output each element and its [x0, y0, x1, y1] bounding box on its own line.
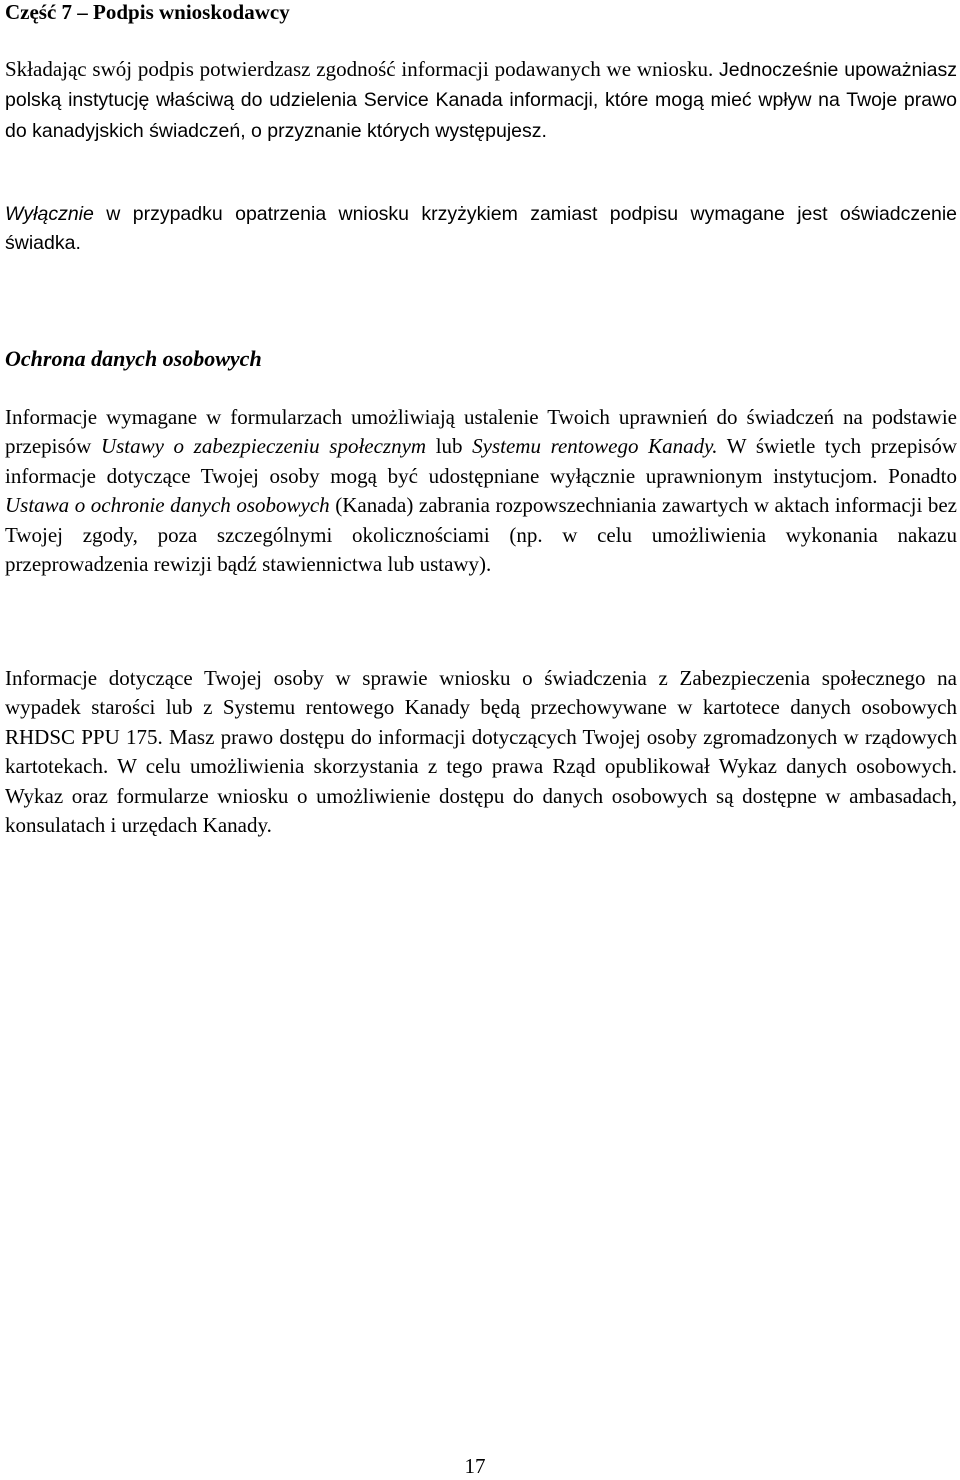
dp-law-title-2: Systemu rentowego Kanady.	[472, 434, 718, 459]
authorization-text: Jednocześnie upoważniasz polską instytucję właściwą do udzielenia Service Kanada informacji, które mogą mieć wpływ na Twoje prawo do kanadyjskich świadczeń, o przyznanie których występujesz.	[5, 59, 957, 142]
section-title-data-protection: Ochrona danych osobowych	[5, 346, 262, 371]
dp-law-title-1: Ustawy o zabezpieczeniu społecznym	[100, 434, 427, 459]
dp-text-1: Informacje wymagane w formularzach umożliwiają ustalenie Twoich uprawnień do świadczeń na podstawie przepisów	[5, 405, 957, 459]
data-protection-paragraph	[5, 403, 957, 579]
witness-italic-word: Wyłącznie	[5, 203, 94, 225]
records-paragraph: Informacje dotyczące Twojej osoby w sprawie wniosku o świadczenia z Zabezpieczenia społecznego na wypadek starości lub z Systemu rentowego Kanady będą przechowywane w kartotece danych osobowych RHDSC PPU 175. Masz prawo dostępu do informacji dotyczących Twojej osoby zgromadzonych w rządowych kartotekach. W celu umożliwienia skorzystania z tego prawa Rząd opublikował Wykaz danych osobowych. Wykaz oraz formularze wniosku o umożliwienie dostępu do danych osobowych są dostępne w ambasadach, konsulatach i urzędach Kanady.	[5, 666, 957, 838]
witness-text: w przypadku opatrzenia wniosku krzyżykiem zamiast podpisu wymagane jest oświadczenie świadka.	[5, 203, 957, 255]
signature-paragraph	[5, 55, 957, 146]
dp-text-3: W świetle tych przepisów informacje dotyczące Twojej osoby mogą być udostępniane wyłącznie uprawnionym instytucjom. Ponadto	[5, 434, 958, 488]
dp-text-4: (Kanada) zabrania rozpowszechniania zawartych w aktach informacji bez Twojej zgody, poza szczególnymi okolicznościami (np. w celu umożliwienia wykonania nakazu przeprowadzenia rewizji bądź stawiennictwa lub ustawy).	[5, 493, 958, 577]
dp-text-2: lub	[426, 434, 473, 459]
signature-confirmation-text: Składając swój podpis potwierdzasz zgodność informacji podawanych we wniosku.	[5, 57, 714, 81]
witness-paragraph	[5, 200, 957, 259]
part-heading: Część 7 – Podpis wnioskodawcy	[5, 0, 290, 24]
page-number: 17	[464, 1454, 486, 1478]
dp-law-title-3: Ustawa o ochronie danych osobowych	[5, 493, 330, 518]
